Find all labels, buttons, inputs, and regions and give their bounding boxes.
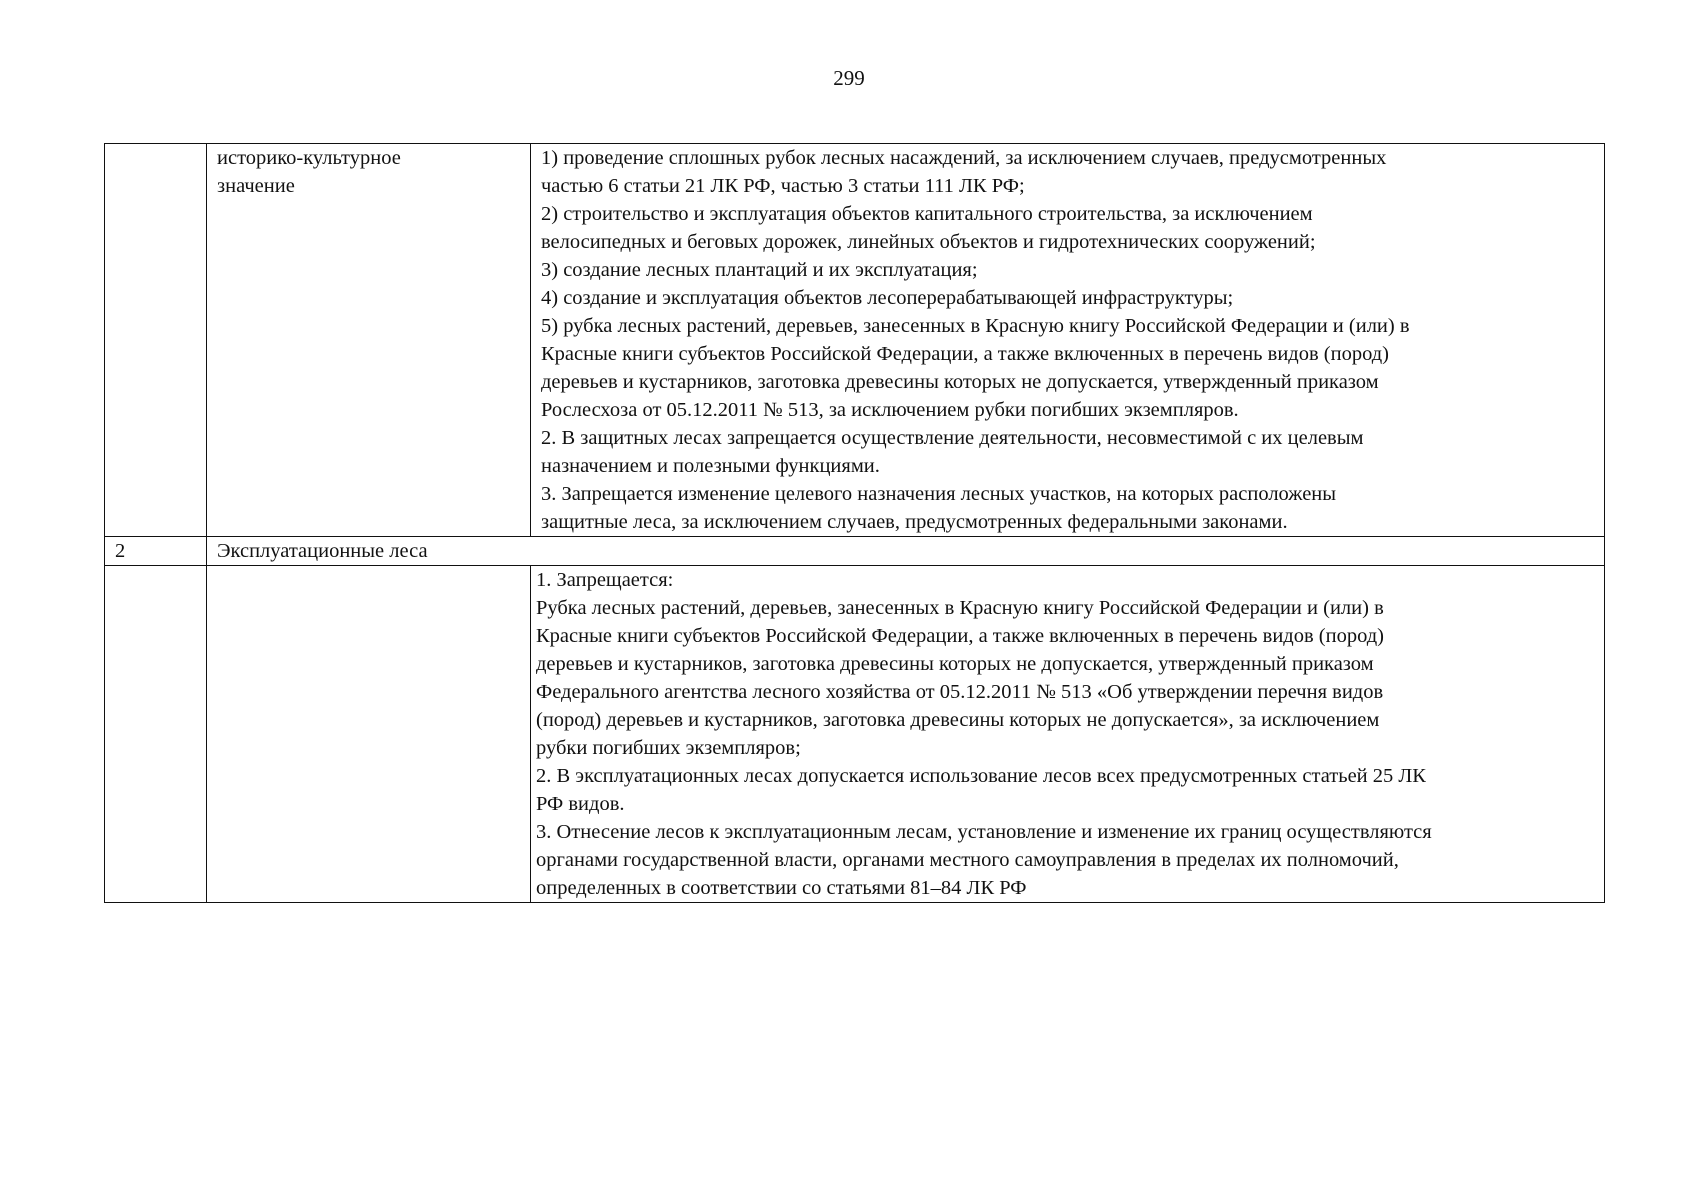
table-row (105, 566, 1605, 903)
category-text: историко-культурное значение (217, 147, 401, 197)
section-title-cell (207, 537, 1605, 566)
row-number-cell (105, 537, 207, 566)
row-number: 2 (115, 540, 126, 562)
regulations-table (104, 143, 1605, 903)
content-cell (531, 566, 1605, 903)
row-number-cell (105, 566, 207, 903)
row-number-cell (105, 144, 207, 537)
table-row (105, 144, 1605, 537)
content-cell (531, 144, 1605, 537)
content-text: 1) проведение сплошных рубок лесных насаждений, за исключением случаев, предусмотренных частью 6 статьи 21 ЛК РФ, частью 3 статьи 111 ЛК РФ; 2) строительство и эксплуатация объектов капитального строительства, за исключением велосипедных и беговых дорожек, линейных объектов и гидротехнических сооружений; 3) создание лесных плантаций и их эксплуатация; 4) создание и эксплуатация объектов лесоперерабатывающей инфраструктуры; 5) рубка лесных растений, деревьев, занесенных в Красную книгу Российской Федерации и (или) в Красные книги субъектов Российской Федерации, а также включенных в перечень видов (пород) деревьев и кустарников, заготовка древесины которых не допускается, утвержденный приказом Рослесхоза от 05.12.2011 № 513, за исключением рубки погибших экземпляров. 2. В защитных лесах запрещается осуществление деятельности, несовместимой с их целевым назначением и полезными функциями. 3. Запрещается изменение целевого назначения лесных участков, на которых расположены защитные леса, за исключением случаев, предусмотренных федеральными законами. (541, 147, 1410, 533)
category-cell (207, 566, 531, 903)
content-text: 1. Запрещается: Рубка лесных растений, деревьев, занесенных в Красную книгу Российской Федерации и (или) в Красные книги субъектов Российской Федерации, а также включенных в перечень видов (пород) деревьев и кустарников, заготовка древесины которых не допускается, утвержденный приказом Федерального агентства лесного хозяйства от 05.12.2011 № 513 «Об утверждении перечня видов (пород) деревьев и кустарников, заготовка древесины которых не допускается», за исключением рубки погибших экземпляров; 2. В эксплуатационных лесах допускается использование лесов всех предусмотренных статьей 25 ЛК РФ видов. 3. Отнесение лесов к эксплуатационным лесам, установление и изменение их границ осуществляются органами государственной власти, органами местного самоуправления в пределах их полномочий, определенных в соответствии со статьями 81–84 ЛК РФ (536, 569, 1432, 899)
section-title: Эксплуатационные леса (217, 540, 428, 562)
section-header-row (105, 537, 1605, 566)
category-cell (207, 144, 531, 537)
page-number: 299 (833, 66, 865, 90)
